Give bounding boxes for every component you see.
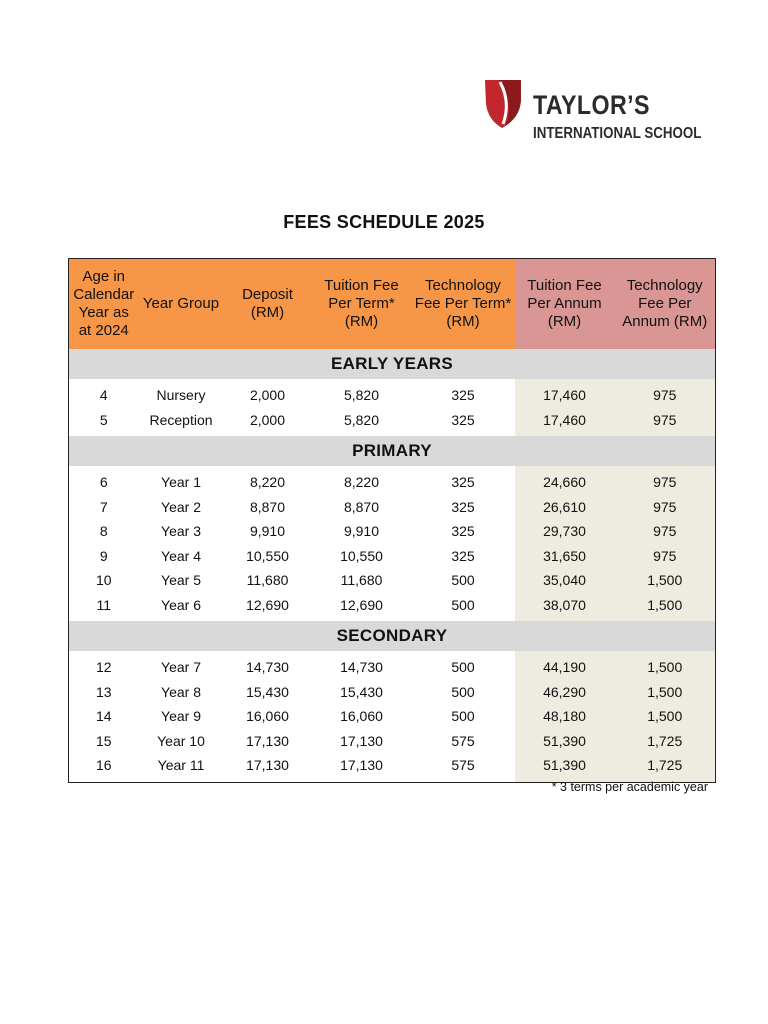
cell-deposit: 12,690 (246, 596, 289, 613)
cell-deposit: 15,430 (246, 683, 289, 700)
header-age: Age in Calendar Year as at 2024 (69, 259, 139, 350)
cell-technology-per-annum: 1,500 (615, 593, 716, 622)
cell-tuition-per-annum: 29,730 (515, 519, 615, 544)
cell-technology-per-annum: 1,725 (615, 753, 716, 782)
cell-tuition-per-term: 15,430 (340, 683, 383, 700)
cell-age: 8 (99, 523, 108, 540)
header-deposit: Deposit (RM) (224, 259, 312, 350)
header-technology-per-term: Technology Fee Per Term* (RM) (412, 259, 515, 350)
cell-technology-per-annum: 1,500 (615, 680, 716, 705)
cell-technology-per-term: 575 (451, 732, 475, 749)
cell-tuition-per-term: 5,820 (343, 411, 380, 428)
header-tuition-per-term: Tuition Fee Per Term* (RM) (312, 259, 412, 350)
fees-table-body (69, 349, 716, 782)
cell-technology-per-annum: 1,500 (615, 651, 716, 680)
cell-tuition-per-term: 17,130 (340, 732, 383, 749)
cell-technology-per-term: 325 (451, 411, 475, 428)
cell-tuition-per-annum: 31,650 (515, 544, 615, 569)
cell-tuition-per-term: 16,060 (340, 708, 383, 725)
cell-technology-per-annum: 1,500 (615, 568, 716, 593)
header-technology-per-annum: Technology Fee Per Annum (RM) (615, 259, 716, 350)
cell-deposit: 14,730 (246, 659, 289, 676)
cell-age: 14 (95, 708, 112, 725)
cell-technology-per-term: 500 (451, 596, 475, 613)
cell-tuition-per-term: 14,730 (340, 659, 383, 676)
cell-tuition-per-term: 11,680 (340, 572, 383, 589)
cell-tuition-per-annum: 38,070 (515, 593, 615, 622)
cell-deposit: 8,220 (249, 474, 286, 491)
cell-deposit: 17,130 (246, 757, 289, 774)
header-row (69, 259, 716, 350)
cell-deposit: 2,000 (249, 411, 286, 428)
brand-subtitle: INTERNATIONAL SCHOOL (533, 125, 702, 142)
cell-technology-per-annum: 975 (615, 544, 716, 569)
cell-tuition-per-annum: 44,190 (515, 651, 615, 680)
cell-technology-per-term: 500 (451, 683, 475, 700)
table-row (69, 408, 716, 437)
footnote: * 3 terms per academic year (551, 780, 708, 794)
cell-year-group: Year 9 (161, 708, 201, 725)
cell-deposit: 11,680 (246, 572, 289, 589)
cell-age: 13 (95, 683, 112, 700)
brand-name: TAYLOR’S (533, 90, 650, 120)
cell-technology-per-term: 325 (451, 523, 475, 540)
table-row (69, 519, 716, 544)
cell-year-group: Reception (149, 411, 213, 428)
cell-deposit: 9,910 (249, 523, 286, 540)
cell-technology-per-term: 325 (451, 474, 475, 491)
cell-tuition-per-annum: 51,390 (515, 753, 615, 782)
cell-technology-per-annum: 1,725 (615, 729, 716, 754)
cell-deposit: 2,000 (249, 387, 286, 404)
cell-year-group: Year 2 (161, 498, 201, 515)
cell-age: 11 (96, 596, 112, 613)
cell-age: 10 (95, 572, 112, 589)
cell-year-group: Year 10 (157, 732, 205, 749)
cell-age: 12 (95, 659, 112, 676)
cell-technology-per-term: 500 (451, 659, 475, 676)
cell-technology-per-term: 575 (451, 757, 475, 774)
cell-year-group: Year 3 (161, 523, 201, 540)
table-row (69, 651, 716, 680)
section-title: EARLY YEARS (69, 349, 716, 379)
cell-tuition-per-annum: 51,390 (515, 729, 615, 754)
cell-technology-per-annum: 1,500 (615, 704, 716, 729)
cell-tuition-per-term: 12,690 (340, 596, 383, 613)
table-row (69, 495, 716, 520)
section-title: PRIMARY (69, 436, 716, 466)
cell-technology-per-term: 325 (451, 547, 475, 564)
cell-tuition-per-annum: 35,040 (515, 568, 615, 593)
cell-year-group: Year 4 (161, 547, 201, 564)
cell-age: 15 (95, 732, 112, 749)
cell-tuition-per-term: 8,870 (343, 498, 380, 515)
cell-year-group: Year 6 (161, 596, 201, 613)
table-row (69, 379, 716, 408)
table-row (69, 704, 716, 729)
cell-year-group: Year 7 (161, 659, 201, 676)
cell-age: 6 (99, 474, 108, 491)
cell-age: 16 (95, 757, 112, 774)
cell-age: 4 (99, 387, 108, 404)
header-year-group: Year Group (139, 259, 224, 350)
cell-tuition-per-annum: 24,660 (515, 466, 615, 495)
cell-technology-per-annum: 975 (615, 495, 716, 520)
cell-technology-per-annum: 975 (615, 408, 716, 437)
cell-tuition-per-annum: 17,460 (515, 379, 615, 408)
table-row (69, 466, 716, 495)
cell-tuition-per-term: 10,550 (340, 547, 383, 564)
cell-technology-per-term: 500 (451, 708, 475, 725)
cell-age: 7 (99, 498, 108, 515)
cell-tuition-per-term: 5,820 (343, 387, 380, 404)
table-row (69, 680, 716, 705)
section-row (69, 621, 716, 651)
cell-technology-per-annum: 975 (615, 379, 716, 408)
table-row (69, 729, 716, 754)
shield-icon (485, 78, 523, 128)
cell-technology-per-annum: 975 (615, 519, 716, 544)
cell-age: 5 (99, 411, 108, 428)
header-tuition-per-annum: Tuition Fee Per Annum (RM) (515, 259, 615, 350)
cell-deposit: 10,550 (246, 547, 289, 564)
cell-year-group: Nursery (156, 387, 206, 404)
section-title: SECONDARY (69, 621, 716, 651)
cell-tuition-per-annum: 17,460 (515, 408, 615, 437)
table-row (69, 593, 716, 622)
cell-technology-per-term: 500 (451, 572, 475, 589)
section-row (69, 436, 716, 466)
cell-tuition-per-annum: 48,180 (515, 704, 615, 729)
section-row (69, 349, 716, 379)
cell-age: 9 (99, 547, 108, 564)
cell-tuition-per-term: 8,220 (343, 474, 380, 491)
page-title: FEES SCHEDULE 2025 (283, 212, 485, 232)
cell-deposit: 8,870 (249, 498, 286, 515)
cell-year-group: Year 1 (161, 474, 201, 491)
cell-technology-per-term: 325 (451, 498, 475, 515)
fees-table (68, 258, 716, 783)
cell-deposit: 17,130 (246, 732, 289, 749)
cell-year-group: Year 8 (161, 683, 201, 700)
cell-technology-per-annum: 975 (615, 466, 716, 495)
cell-technology-per-term: 325 (451, 387, 475, 404)
cell-tuition-per-term: 17,130 (340, 757, 383, 774)
school-logo (485, 78, 725, 148)
table-row (69, 568, 716, 593)
cell-year-group: Year 11 (157, 757, 205, 774)
cell-tuition-per-annum: 46,290 (515, 680, 615, 705)
cell-deposit: 16,060 (246, 708, 289, 725)
table-row (69, 753, 716, 782)
cell-tuition-per-term: 9,910 (343, 523, 380, 540)
table-row (69, 544, 716, 569)
cell-year-group: Year 5 (161, 572, 201, 589)
cell-tuition-per-annum: 26,610 (515, 495, 615, 520)
